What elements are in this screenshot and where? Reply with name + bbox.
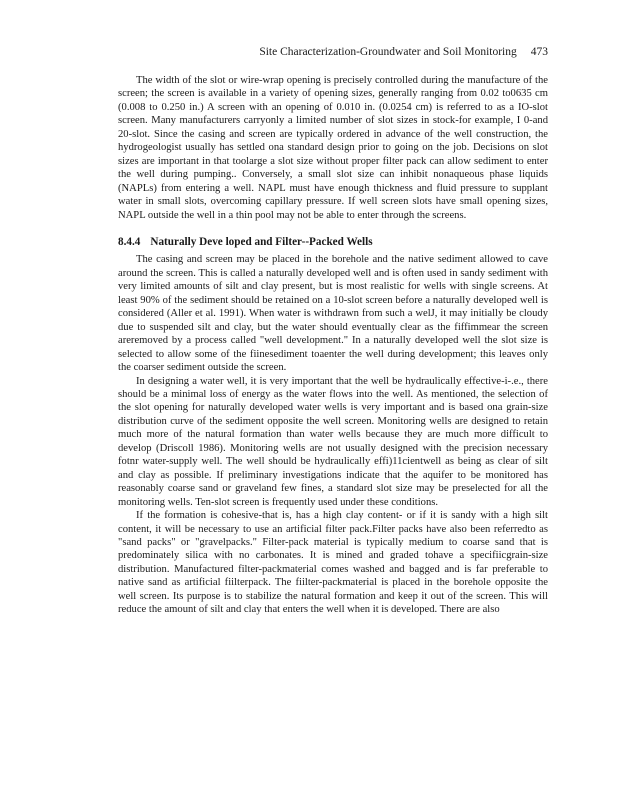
section-title: Naturally Deve loped and Filter--Packed Wells bbox=[150, 235, 373, 248]
section-heading bbox=[118, 236, 548, 249]
page-number: 473 bbox=[530, 46, 548, 58]
header-title: Site Characterization-Groundwater and Soil Monitoring bbox=[259, 46, 517, 58]
paragraph: If the formation is cohesive-that is, has a high clay content- or if it is sandy with a high silt content, it will be necessary to use an artificial filter pack.Filter packs have also been referredto as "sand packs" or "gravelpacks." Filter-pack material is typically medium to coarse sand that is predominately silica with no carbonates. It is mined and graded tohave a specifiicgrain-size distribution. Manufactured filter-packmaterial comes washed and bagged and is far preferable to native sand as artificial fiilterpack. The fiilter-packmaterial is placed in the borehole opposite the well screen. Its purpose is to stabilize the natural formation and keep it out of the screen. This will reduce the amount of silt and clay that enters the well when it is developed. There are also bbox=[118, 510, 548, 616]
paragraph: In designing a water well, it is very important that the well be hydraulically effective-i-.e., there should be a minimal loss of energy as the water flows into the well. As mentioned, the selection of the slot opening for naturally developed water wells is very important and is based ona grain-size distribution curve of the sediment opposite the well screen. Monitoring wells are designed to retain much more of the natural formation than water wells because they are much more difficult to develop (Driscoll 1986). Monitoring wells are not usually designed with the precision necessary fotnr water-supply well. The well should be hydraulically effi)11cientwell as being as clear of silt and clay as possible. If preliminary investigations indicate that the aquifer to be monitored has reasonably coarse sand or graveland few fines, a standard slot size may be preselected for all the monitoring wells. Ten-slot screen is frequently used under these conditions. bbox=[118, 375, 548, 508]
body-text bbox=[118, 74, 548, 617]
running-header bbox=[118, 45, 548, 59]
paragraph: The casing and screen may be placed in the borehole and the native sediment allowed to cave around the screen. This is called a naturally developed well and is often used in sandy sediment with very limited amounts of silt and clay present, but is most realistic for wells with single screens. At least 90% of the sediment should be retained on a 10-slot screen before a naturally developed well is considered (Aller et al. 1991). When water is withdrawn from such a welJ, it may initially be cloudy due to suspended silt and clay, but the water should eventually clear as the fiffimmear the screen areremoved by a process called "well development." In a naturally developed well the slot size is selected to allow some of the fiinesediment toaenter the well during development; this leaves only the coarser sediment outside the screen. bbox=[118, 254, 548, 374]
paragraph: The width of the slot or wire-wrap opening is precisely controlled during the manufacture of the screen; the screen is available in a variety of opening sizes, generally ranging from 0.02 to0635 cm (0.008 to 0.250 in.) A screen with an opening of 0.010 in. (0.0254 cm) is referred to as a IO-slot screen. Many manufacturers carryonly a limited number of slot sizes in stock-for example, I 0-and 20-slot. Since the casing and screen are typically ordered in advance of the well construction, the hydrogeologist usually has settled ona standard design prior to going on the job. Decisions on slot sizes are important in that toolarge a slot size without proper filter pack can allow sediment to enter the well during pumping.. Conversely, a small slot size can inhibit nonaqueous phase liquids (NAPLs) from entering a well. NAPL must have enough thickness and fluid pressure to supplant water in small slots, overcoming capillary pressure. If well screen slots have small opening sizes, NAPL outside the well in a thin pool may not be able to enter through the screens. bbox=[118, 75, 548, 221]
section-number: 8.4.4 bbox=[118, 235, 141, 248]
